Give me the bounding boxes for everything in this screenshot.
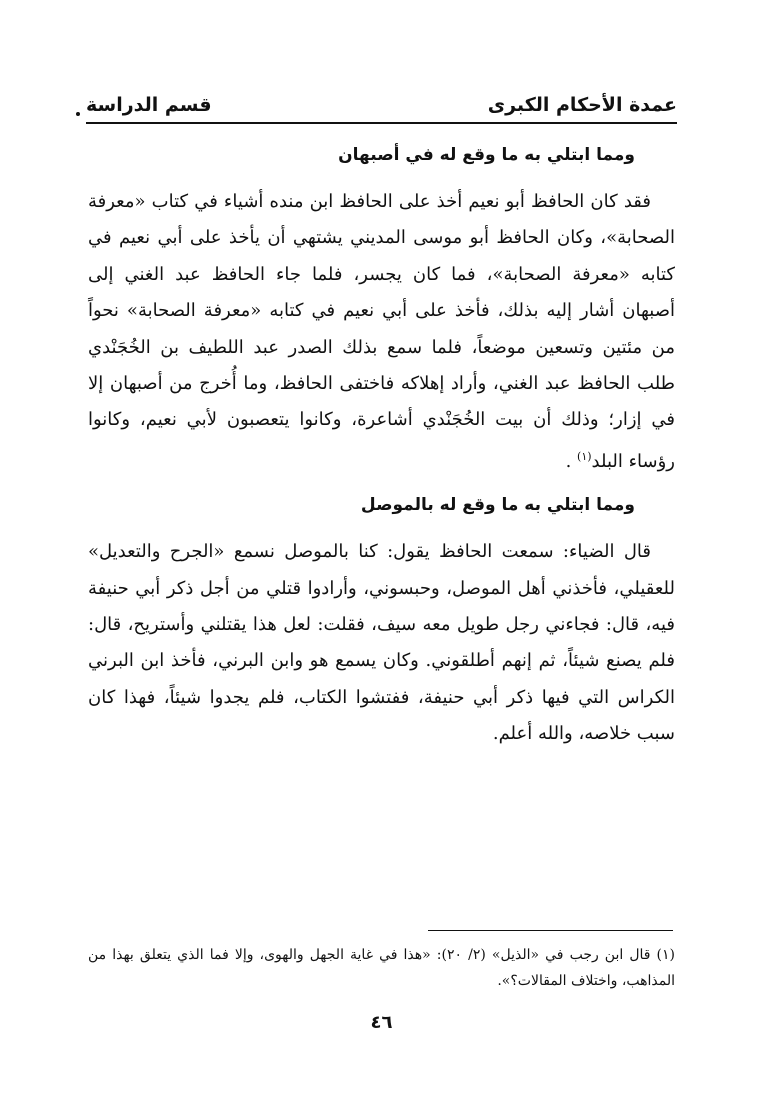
section-title: قسم الدراسة	[86, 94, 212, 116]
heading-mosul: ومما ابتلي به ما وقع له بالموصل	[360, 495, 635, 516]
running-header	[86, 88, 677, 124]
footnote: (١) قال ابن رجب في «الذيل» (٢/ ٢٠): «هذا في غاية الجهل والهوى، وإلا فما الذي يتعلق بهذا من المذاهب، واختلاف المقالات؟».	[88, 947, 676, 989]
book-title: عمدة الأحكام الكبرى	[487, 94, 677, 116]
footnote-divider	[428, 930, 673, 931]
page-number: ٤٦	[370, 1012, 393, 1033]
paragraph-mosul: قال الضياء: سمعت الحافظ يقول: كنا بالموصل نسمع «الجرح والتعديل» للعقيلي، فأخذني أهل الموصل، وحبسوني، وأرادوا قتلي من أجل ذكر أبي حنيفة فيه، قال: فجاءني رجل طويل معه سيف، فقلت: لعل هذا يقتلني وأستريح، قال: فلم يصنع شيئاً، ثم إنهم أطلقوني. وكان يسمع هو وابن البرني، فأخذ ابن البرني الكراس التي فيها ذكر أبي حنيفة، ففتشوا الكتاب، فلم يجدوا شيئاً، فهذا كان سبب خلاصه، والله أعلم.	[88, 541, 675, 745]
paragraph-isfahan-text: فقد كان الحافظ أبو نعيم أخذ على الحافظ ابن منده أشياء في كتاب «معرفة الصحابة»، وكان الحافظ أبو موسى المديني يشتهي أن يأخذ على أبي نعيم في كتابه «معرفة الصحابة»، فما كان يجسر، فلما جاء الحافظ عبد الغني إلى أصبهان أشار إليه بذلك، فأخذ على أبي نعيم في كتابه «معرفة الصحابة» نحواً من مئتين وتسعين موضعاً، فلما سمع بذلك الصدر عبد اللطيف بن الخُجَنْدي طلب الحافظ عبد الغني، وأراد إهلاكه فاختفى الحافظ، وما أُخرج من أصبهان إلا في إزار؛ وذلك أن بيت الخُجَنْدي أشاعرة، وكانوا يتعصبون لأبي نعيم، وكانوا رؤساء البلد	[88, 191, 675, 472]
paragraph-isfahan	[88, 184, 675, 480]
footnote-marker[interactable]: (١)	[577, 449, 592, 463]
heading-isfahan: ومما ابتلي به ما وقع له في أصبهان	[338, 145, 635, 165]
header-dot	[76, 112, 80, 116]
paragraph-isfahan-end: .	[565, 450, 578, 472]
main-text	[88, 140, 675, 753]
